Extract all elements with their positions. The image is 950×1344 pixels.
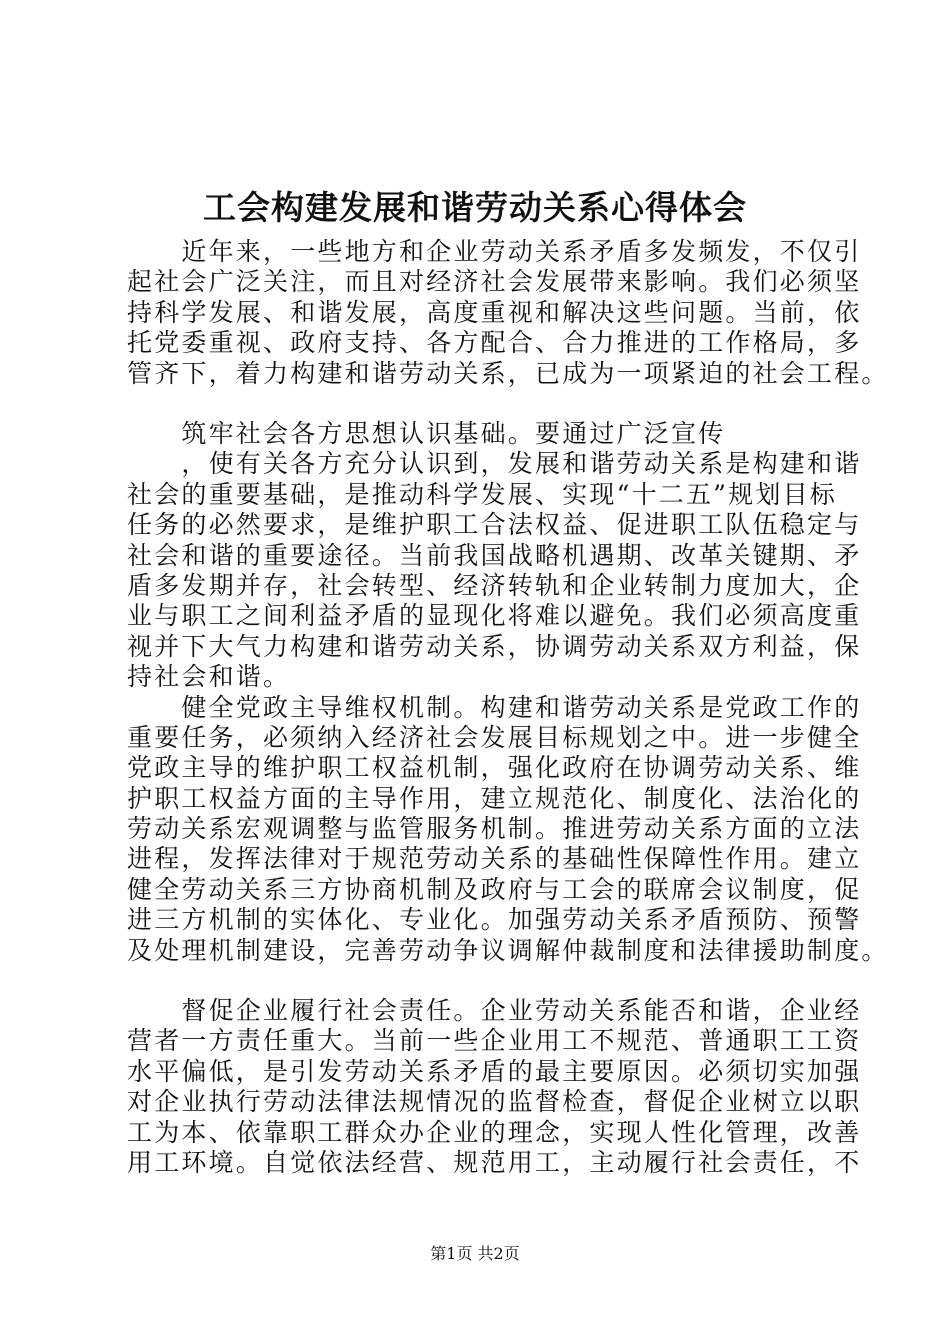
text-line: 进程，发挥法律对于规范劳动关系的基础性保障性作用。建立 (127, 844, 862, 874)
text-line: 党政主导的维护职工权益机制，强化政府在协调劳动关系、维 (127, 753, 862, 783)
text-line: 营者一方责任重大。当前一些企业用工不规范、普通职工工资 (127, 1026, 862, 1056)
text-line: 持科学发展、和谐发展，高度重视和解决这些问题。当前，依 (127, 297, 862, 327)
text-line: 管齐下，着力构建和谐劳动关系，已成为一项紧迫的社会工程。 (127, 358, 889, 388)
text-line: 健全党政主导维权机制。构建和谐劳动关系是党政工作的 (127, 692, 862, 722)
text-line: 健全劳动关系三方协商机制及政府与工会的联席会议制度，促 (127, 874, 862, 904)
paragraph-intro (127, 237, 889, 389)
text-line: 用工环境。自觉依法经营、规范用工，主动履行社会责任，不 (127, 1147, 862, 1177)
text-line: 筑牢社会各方思想认识基础。要通过广泛宣传 (127, 419, 726, 448)
text-line: 社会和谐的重要途径。当前我国战略机遇期、改革关键期、矛 (127, 540, 862, 570)
text-line: 劳动关系宏观调整与监管服务机制。推进劳动关系方面的立法 (127, 814, 862, 844)
text-line: 重要任务，必须纳入经济社会发展目标规划之中。进一步健全 (127, 722, 862, 752)
text-line: 托党委重视、政府支持、各方配合、合力推进的工作格局，多 (127, 328, 862, 358)
text-line: ，使有关各方充分认识到，发展和谐劳动关系是构建和谐 (127, 449, 862, 479)
text-line: 持社会和谐。 (127, 662, 291, 692)
text-line: 任务的必然要求，是维护职工合法权益、促进职工队伍稳定与 (127, 510, 862, 540)
paragraph-closing (127, 996, 861, 1178)
text-line: 业与职工之间利益矛盾的显现化将难以避免。我们必须高度重 (127, 601, 862, 631)
text-line: 护职工权益方面的主导作用，建立规范化、制度化、法治化的 (127, 783, 862, 813)
paragraph-body (127, 419, 889, 966)
text-line: 盾多发期并存，社会转型、经济转轨和企业转制力度加大，企 (127, 570, 862, 600)
text-line: 近年来，一些地方和企业劳动关系矛盾多发频发，不仅引 (127, 237, 862, 266)
text-line: 工为本、依靠职工群众办企业的理念，实现人性化管理，改善 (127, 1117, 862, 1147)
text-line: 视并下大气力构建和谐劳动关系，协调劳动关系双方利益，保 (127, 631, 862, 661)
text-line: 对企业执行劳动法律法规情况的监督检查，督促企业树立以职 (127, 1087, 862, 1117)
document-title: 工会构建发展和谐劳动关系心得体会 (203, 188, 747, 227)
text-line: 督促企业履行社会责任。企业劳动关系能否和谐，企业经 (127, 996, 862, 1025)
text-line: 水平偏低，是引发劳动关系矛盾的最主要原因。必须切实加强 (127, 1056, 862, 1086)
page-number-footer: 第1页 共2页 (430, 1244, 520, 1263)
text-line: 进三方机制的实体化、专业化。加强劳动关系矛盾预防、预警 (127, 905, 862, 935)
text-line: 及处理机制建设，完善劳动争议调解仲裁制度和法律援助制度。 (127, 935, 889, 965)
text-line: 起社会广泛关注，而且对经济社会发展带来影响。我们必须坚 (127, 267, 862, 297)
text-line: 社会的重要基础，是推动科学发展、实现“十二五”规划目标 (127, 479, 837, 509)
